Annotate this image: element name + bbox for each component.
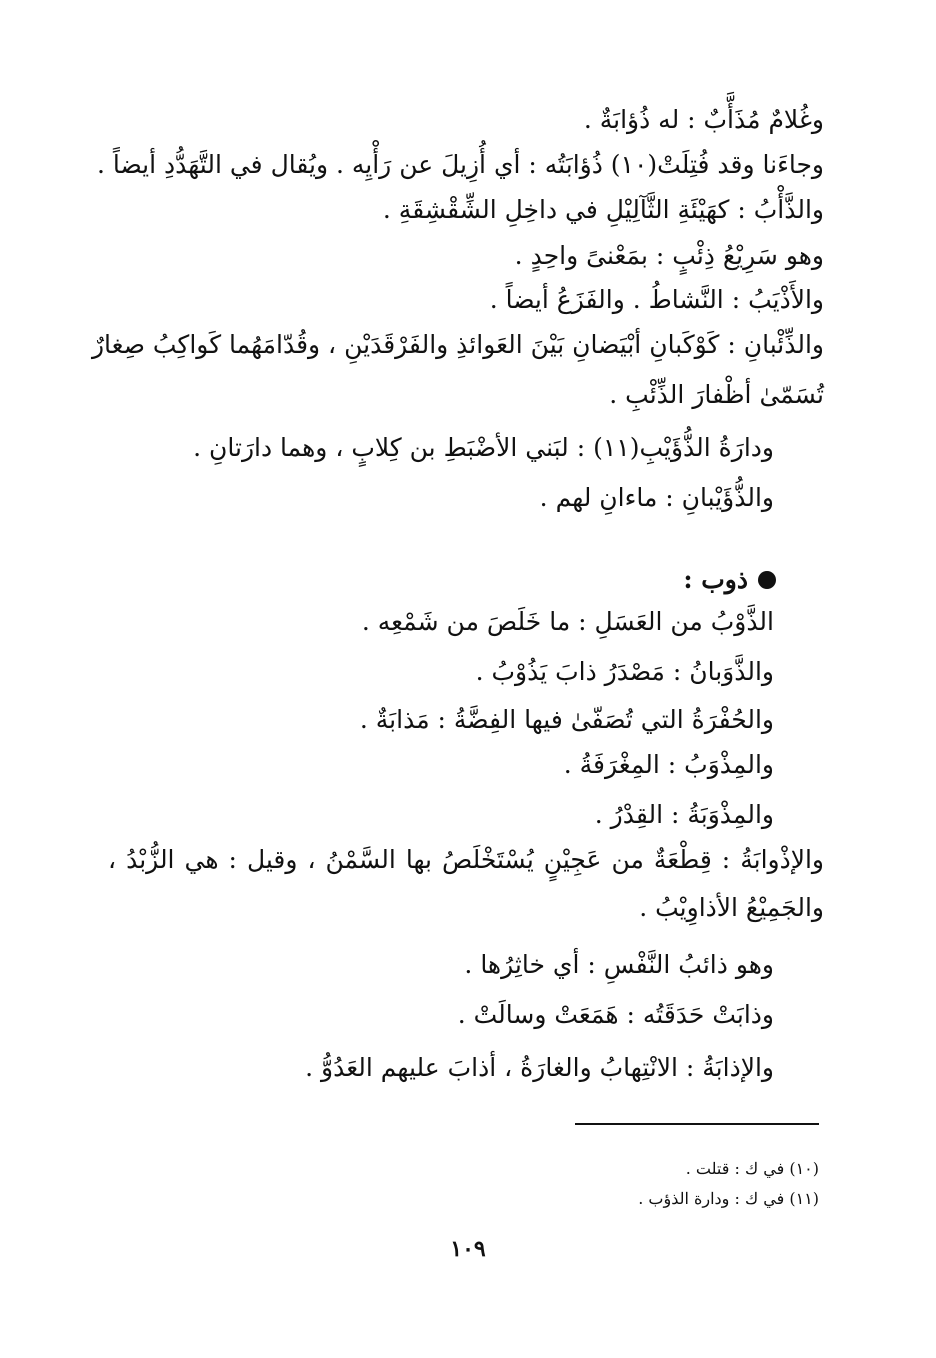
text-line-17: وهو ذائبُ النَّفْسِ : أي خاثِرُها . [464, 950, 774, 979]
text-line-5: والأَذْيَبُ : النَّشاطُ . والفَزَعُ أيضاً . [489, 285, 824, 314]
footnote-divider [575, 1123, 819, 1125]
footnote-10: (١٠) في ك : قتلت . [685, 1159, 819, 1178]
footnote-11: (١١) في ك : ودارة الذؤب . [638, 1189, 819, 1208]
text-line-3: والذَّأْبُ : كهَيْئَةِ الثَّآلِيْلِ في داخِلِ الشِّقْشِقَةِ . [382, 195, 824, 224]
text-line-19: والإذابَةُ : الانْتِهابُ والغارَةُ ، أذابَ عليهم العَدُوُّ . [305, 1053, 774, 1082]
text-line-2: وجاءَنا وقد فُتِلَتْ(١٠) ذُؤابَتُه : أي أُزِيلَ عن رَأْيِه . ويُقال في التَّهَدُّدِ أيضاً . [96, 150, 824, 179]
bullet-icon [758, 571, 776, 589]
text-line-11: والذَّوَبانُ : مَصْدَرُ ذابَ يَذُوْبُ . [475, 657, 774, 686]
entry-heading-label: ذوب : [683, 565, 748, 594]
text-line-16: والجَمِيْعُ الأذاوِيْبُ . [639, 893, 824, 922]
text-line-7: تُسَمّىٰ أظْفارَ الذِّئْبِ . [609, 380, 824, 409]
text-line-13: والمِذْوَبُ : المِغْرَفَةُ . [563, 750, 774, 779]
page-number: ١٠٩ [450, 1236, 486, 1262]
text-line-1: وغُلامٌ مُذَأَّبٌ : له ذُؤابَةٌ . [583, 105, 824, 134]
text-line-15: والإذْوابَةُ : قِطْعَةٌ من عَجِيْنٍ يُسْتَخْلَصُ بها السَّمْنُ ، وقيل : هي الزُّبْدُ ، [108, 845, 824, 874]
text-line-4: وهو سَرِيْعُ ذِئْبٍ : بمَعْنىً واحِدٍ . [514, 241, 824, 270]
text-line-12: والحُفْرَةُ التي تُصَفّىٰ فيها الفِضَّةُ : مَذابَةٌ . [359, 705, 774, 734]
text-line-18: وذابَتْ حَدَقَتُه : هَمَعَتْ وسالَتْ . [457, 1000, 774, 1029]
text-line-6: والذِّئْبانِ : كَوْكَبانِ أبْيَضانِ بَيْنَ العَوائذِ والفَرْقَدَيْنِ ، وقُدّامَهُما كَواكِبُ صِغارٌ [91, 330, 824, 359]
entry-heading [683, 560, 776, 600]
text-line-9: والذُّؤَيْبانِ : ماءانِ لهم . [539, 483, 774, 512]
text-line-10: الذَّوْبُ من العَسَلِ : ما خَلَصَ من شَمْعِه . [361, 607, 774, 636]
text-line-8: ودارَةُ الذُّؤَيْبِ(١١) : لبَني الأضْبَطِ بن كِلابٍ ، وهما دارَتانِ . [193, 433, 774, 462]
text-line-14: والمِذْوَبَةُ : القِدْرُ . [594, 800, 774, 829]
